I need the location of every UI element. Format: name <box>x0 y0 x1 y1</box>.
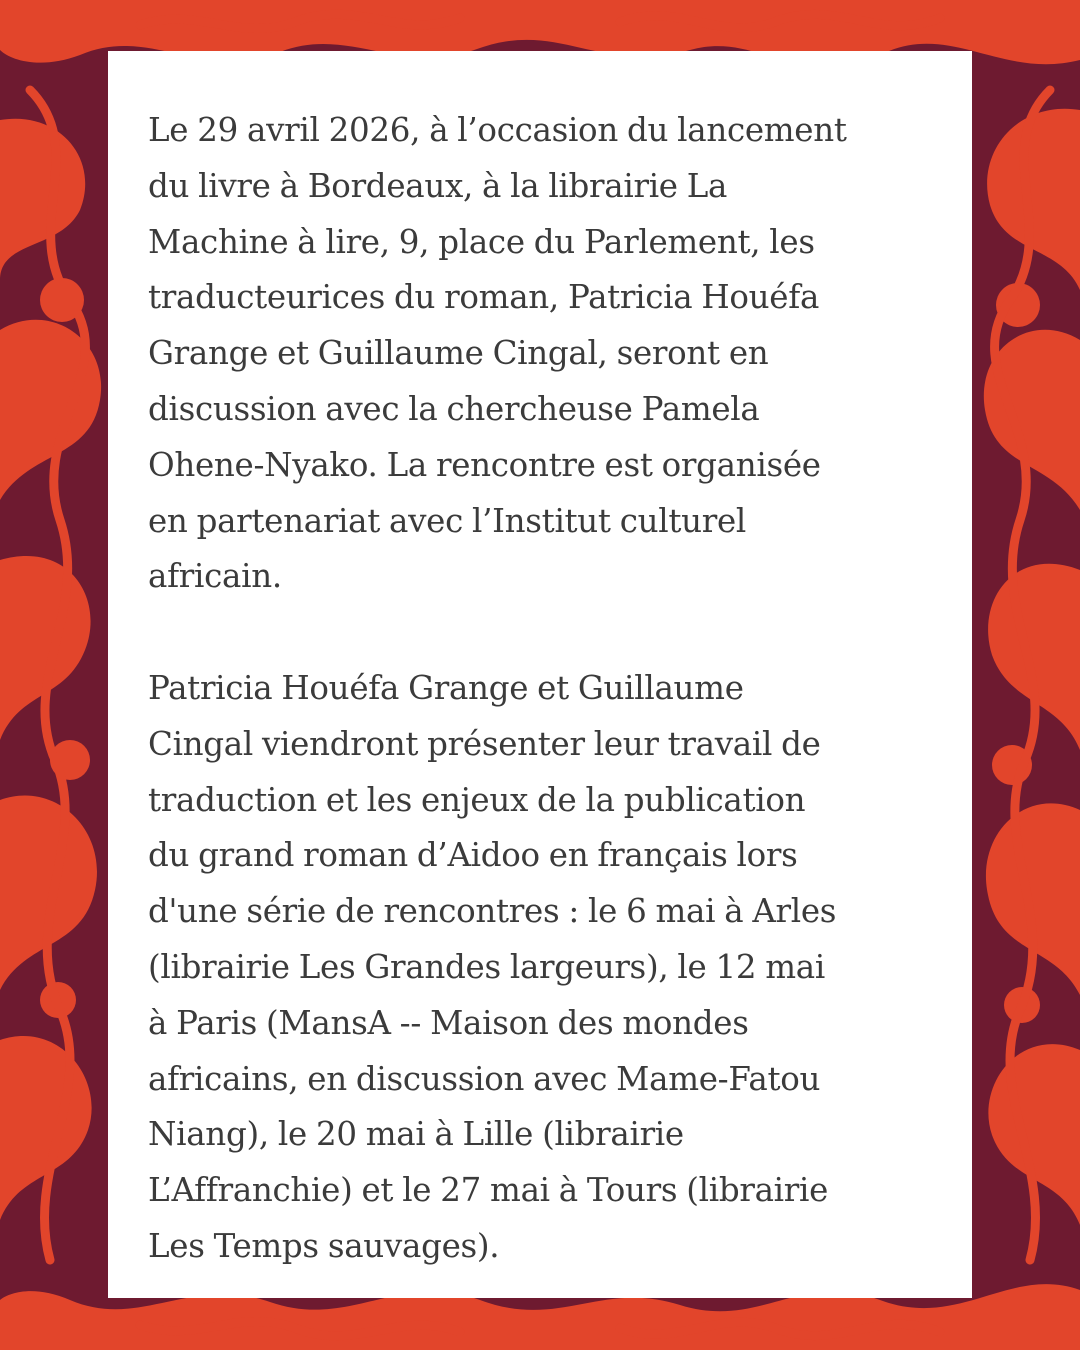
text-line: L’Affranchie) et le 27 mai à Tours (librairie <box>148 1171 829 1210</box>
text-line: à Paris (MansA -- Maison des mondes <box>148 1003 749 1042</box>
text-line: en partenariat avec l’Institut culturel <box>148 501 747 540</box>
text-line: Les Temps sauvages). <box>148 1226 500 1265</box>
text-line: du grand roman d’Aidoo en français lors <box>148 836 798 875</box>
text-panel <box>108 51 972 1298</box>
text-line: Machine à lire, 9, place du Parlement, les <box>148 222 815 261</box>
text-line: discussion avec la chercheuse Pamela <box>148 389 760 428</box>
text-line: (librairie Les Grandes largeurs), le 12 mai <box>148 947 825 986</box>
text-line: Cingal viendront présenter leur travail de <box>148 724 821 763</box>
paragraph-launch-event <box>148 111 932 633</box>
text-line: Grange et Guillaume Cingal, seront en <box>148 334 769 373</box>
paragraph-tour-dates <box>148 668 932 1303</box>
text-line: africain. <box>148 557 282 596</box>
text-line: africains, en discussion avec Mame-Fatou <box>148 1059 821 1098</box>
text-line: Ohene-Nyako. La rencontre est organisée <box>148 445 821 484</box>
text-line: Le 29 avril 2026, à l’occasion du lancement <box>148 111 847 149</box>
text-line: Niang), le 20 mai à Lille (librairie <box>148 1115 684 1154</box>
text-line: Patricia Houéfa Grange et Guillaume <box>148 668 744 707</box>
text-line: traduction et les enjeux de la publication <box>148 780 806 819</box>
text-line: traducteurices du roman, Patricia Houéfa <box>148 278 820 317</box>
text-line: d'une série de rencontres : le 6 mai à Arles <box>148 892 837 931</box>
text-line: du livre à Bordeaux, à la librairie La <box>148 166 728 205</box>
